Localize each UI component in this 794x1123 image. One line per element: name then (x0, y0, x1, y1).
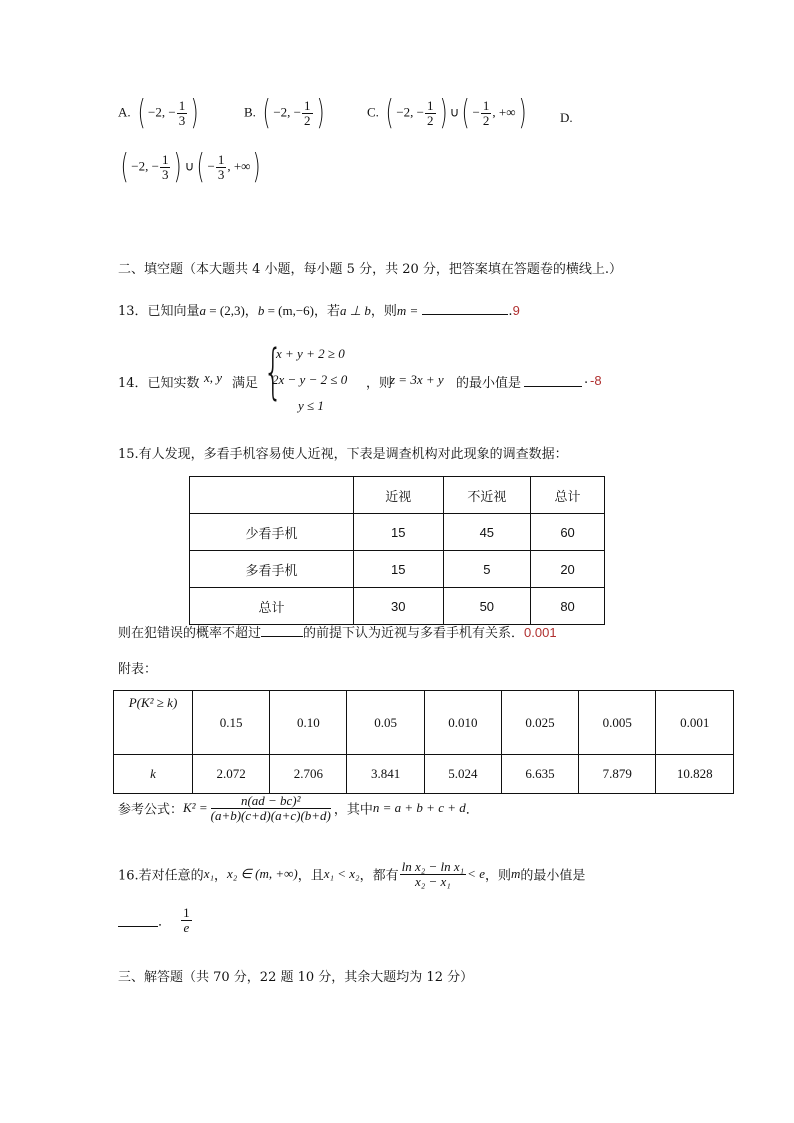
formula-end: ． (465, 802, 479, 818)
left-paren: ( (262, 93, 271, 133)
objective-function: z = 3x + y (390, 372, 444, 387)
table-cell: 60 (531, 514, 605, 551)
right-paren: ) (174, 147, 183, 187)
table-row (190, 514, 605, 551)
q13-then: ，则 (370, 304, 397, 319)
q16-and: ，且 (297, 868, 324, 884)
q15-after-post: 的前提下认为近视与多看手机有关系． (303, 626, 525, 641)
k-value-cell: 2.706 (270, 755, 347, 794)
right-paren: ) (253, 147, 262, 187)
option-c-tail2: , +∞ (492, 104, 516, 120)
q16-order: x₁ < x₂ (323, 866, 360, 882)
right-paren: ) (518, 93, 527, 133)
q13-cond: ，若 (314, 304, 341, 319)
answer-q14: -8 (590, 373, 602, 388)
formula-lhs: K² = (183, 800, 208, 816)
question-16-answer-line (118, 906, 193, 934)
table-cell: 30 (354, 588, 444, 625)
answer-q13: 9 (512, 303, 520, 318)
q16-min-text: 的最小值是 (520, 868, 586, 884)
option-c (367, 93, 529, 133)
left-paren: ( (461, 93, 470, 133)
table-row (114, 755, 734, 794)
k-value-cell: 2.072 (193, 755, 270, 794)
q16-fraction: $\frac{\text{ln x₂ − ln x₁}}{\text{x₂ − x₁}}$ (401, 859, 465, 889)
table-header-cell: 不近视 (443, 477, 531, 514)
answer-q15: 0.001 (524, 625, 557, 640)
q16-all: ，都有 (359, 868, 399, 884)
formula-n-eq: n = a + b + c + d (372, 800, 466, 816)
table-cell: 15 (354, 551, 444, 588)
question-16 (118, 860, 585, 888)
q13-prefix: 13．已知向量 (118, 304, 200, 319)
row-label: 多看手机 (190, 551, 354, 588)
k-value-cell: 10.828 (656, 755, 734, 794)
left-paren: ( (137, 93, 146, 133)
section2-heading: 二、填空题（本大题共 4 小题，每小题 5 分，共 20 分，把答案填在答题卷的横线上.） (118, 262, 623, 277)
constraint-3: y ≤ 1 (298, 398, 324, 413)
constraint-2: 2x − y − 2 ≤ 0 (272, 372, 348, 387)
q14-satisfy: 满足 (232, 376, 259, 391)
option-c-fraction: $\frac{1}{2}$ (427, 97, 434, 128)
option-b-fraction: $\frac{1}{2}$ (304, 97, 311, 128)
option-c-lead: −2, − (396, 104, 424, 120)
option-b-lead: −2, − (273, 104, 301, 120)
option-c-label: C. (367, 104, 379, 120)
table-cell: 5 (443, 551, 531, 588)
p-value-cell: 0.025 (501, 691, 578, 755)
option-a (118, 93, 201, 133)
table-header-cell: 近视 (354, 477, 444, 514)
q14-vars: x, y (204, 370, 223, 385)
formula-where: ，其中 (333, 802, 373, 818)
formula-label: 参考公式： (118, 802, 184, 818)
answer-q16: $\frac{1}{e}$ (183, 905, 190, 935)
option-d-tail2: , +∞ (227, 158, 251, 174)
p-value-cell: 0.10 (270, 691, 347, 755)
q16-dot: ． (158, 914, 172, 930)
q16-prefix: 16.若对任意的 (118, 868, 204, 884)
q16-lt-e: < e (467, 866, 485, 882)
right-paren: ) (439, 93, 448, 133)
option-a-lead: −2, − (148, 104, 176, 120)
question-15-conclusion (118, 622, 557, 641)
survey-table (189, 476, 605, 625)
option-c-lead2: − (472, 104, 480, 120)
right-paren: ) (316, 93, 325, 133)
perp-condition: a ⊥ b (340, 303, 371, 318)
k-value-cell: 5.024 (424, 755, 501, 794)
formula-fraction: $\frac{\text{n(ad − bc)²}}{(a+b)(c+d)(a+c)(b+d)}$ (210, 793, 331, 823)
k-squared-table (113, 690, 734, 794)
p-value-cell: 0.010 (424, 691, 501, 755)
union-symbol: ∪ (184, 158, 195, 174)
q16-then: ，则 (484, 868, 511, 884)
answer-blank (118, 914, 158, 927)
reference-formula (118, 794, 479, 822)
table-row (190, 588, 605, 625)
table-cell (190, 477, 354, 514)
table-header-cell: 总计 (531, 477, 605, 514)
table-cell: 15 (354, 514, 444, 551)
appendix-label: 附表： (118, 662, 158, 677)
row-label: k (114, 755, 193, 794)
option-d-label-wrap (560, 110, 573, 126)
option-a-label: A. (118, 104, 131, 120)
union-symbol: ∪ (449, 104, 460, 120)
system-brace: { (263, 337, 283, 407)
option-d-lead: −2, − (131, 158, 159, 174)
table-cell: 45 (443, 514, 531, 551)
table-cell: 80 (531, 588, 605, 625)
left-paren: ( (385, 93, 394, 133)
table-row (190, 551, 605, 588)
vector-b: b (257, 303, 265, 318)
p-value-cell: 0.15 (193, 691, 270, 755)
q16-domain: x₂ ∈ (m, +∞) (227, 866, 298, 882)
table-row (190, 477, 605, 514)
q14-prefix: 14．已知实数 (118, 376, 200, 391)
p-value-cell: 0.001 (656, 691, 734, 755)
table-row (114, 691, 734, 755)
constraint-1: x + y + 2 ≥ 0 (276, 346, 345, 361)
left-paren: ( (120, 147, 129, 187)
q16-x1: x₁ (203, 866, 214, 882)
vector-b-value: = (m,−6) (264, 303, 314, 318)
option-d-lead2: − (207, 158, 215, 174)
answer-blank (261, 624, 303, 637)
answer-blank (422, 302, 508, 315)
k-value-cell: 7.879 (579, 755, 656, 794)
row-label: P(K² ≥ k) (114, 691, 193, 755)
option-d (118, 147, 264, 187)
vector-a-value: = (2,3) (206, 303, 245, 318)
p-value-cell: 0.05 (347, 691, 424, 755)
row-label: 少看手机 (190, 514, 354, 551)
option-a-fraction: $\frac{1}{3}$ (178, 97, 186, 128)
k-value-cell: 3.841 (347, 755, 424, 794)
p-value-cell: 0.005 (579, 691, 656, 755)
option-d-fraction: $\frac{1}{3}$ (161, 151, 169, 182)
option-b (244, 93, 327, 133)
question-15-intro: 15.有人发现，多看手机容易使人近视，下表是调查机构对此现象的调查数据： (118, 447, 568, 462)
right-paren: ) (190, 93, 199, 133)
question-13: 13．已知向量a = (2,3)，b = (m,−6)，若a ⊥ b，则m = .9 (118, 303, 520, 319)
k-value-cell: 6.635 (501, 755, 578, 794)
row-label: 总计 (190, 588, 354, 625)
option-b-label: B. (244, 104, 256, 120)
vector-a: a (199, 303, 207, 318)
q16-m: m (510, 866, 521, 882)
option-c-fraction2: $\frac{1}{2}$ (482, 97, 490, 128)
option-d-fraction2: $\frac{1}{3}$ (217, 151, 225, 182)
q16-sep: ， (213, 868, 227, 884)
q14-min-text: 的最小值是 (456, 376, 522, 391)
section3-heading: 三、解答题（共 70 分，22 题 10 分，其余大题均为 12 分） (118, 970, 474, 985)
table-cell: 20 (531, 551, 605, 588)
table-cell: 50 (443, 588, 531, 625)
q14-then: ，则 (366, 376, 393, 391)
option-d-label: D. (560, 110, 573, 125)
left-paren: ( (196, 147, 205, 187)
m-equals: m = (396, 303, 419, 318)
q13-sep: ， (244, 304, 258, 319)
q15-after-pre: 则在犯错误的概率不超过 (118, 626, 262, 641)
answer-blank (524, 374, 582, 387)
